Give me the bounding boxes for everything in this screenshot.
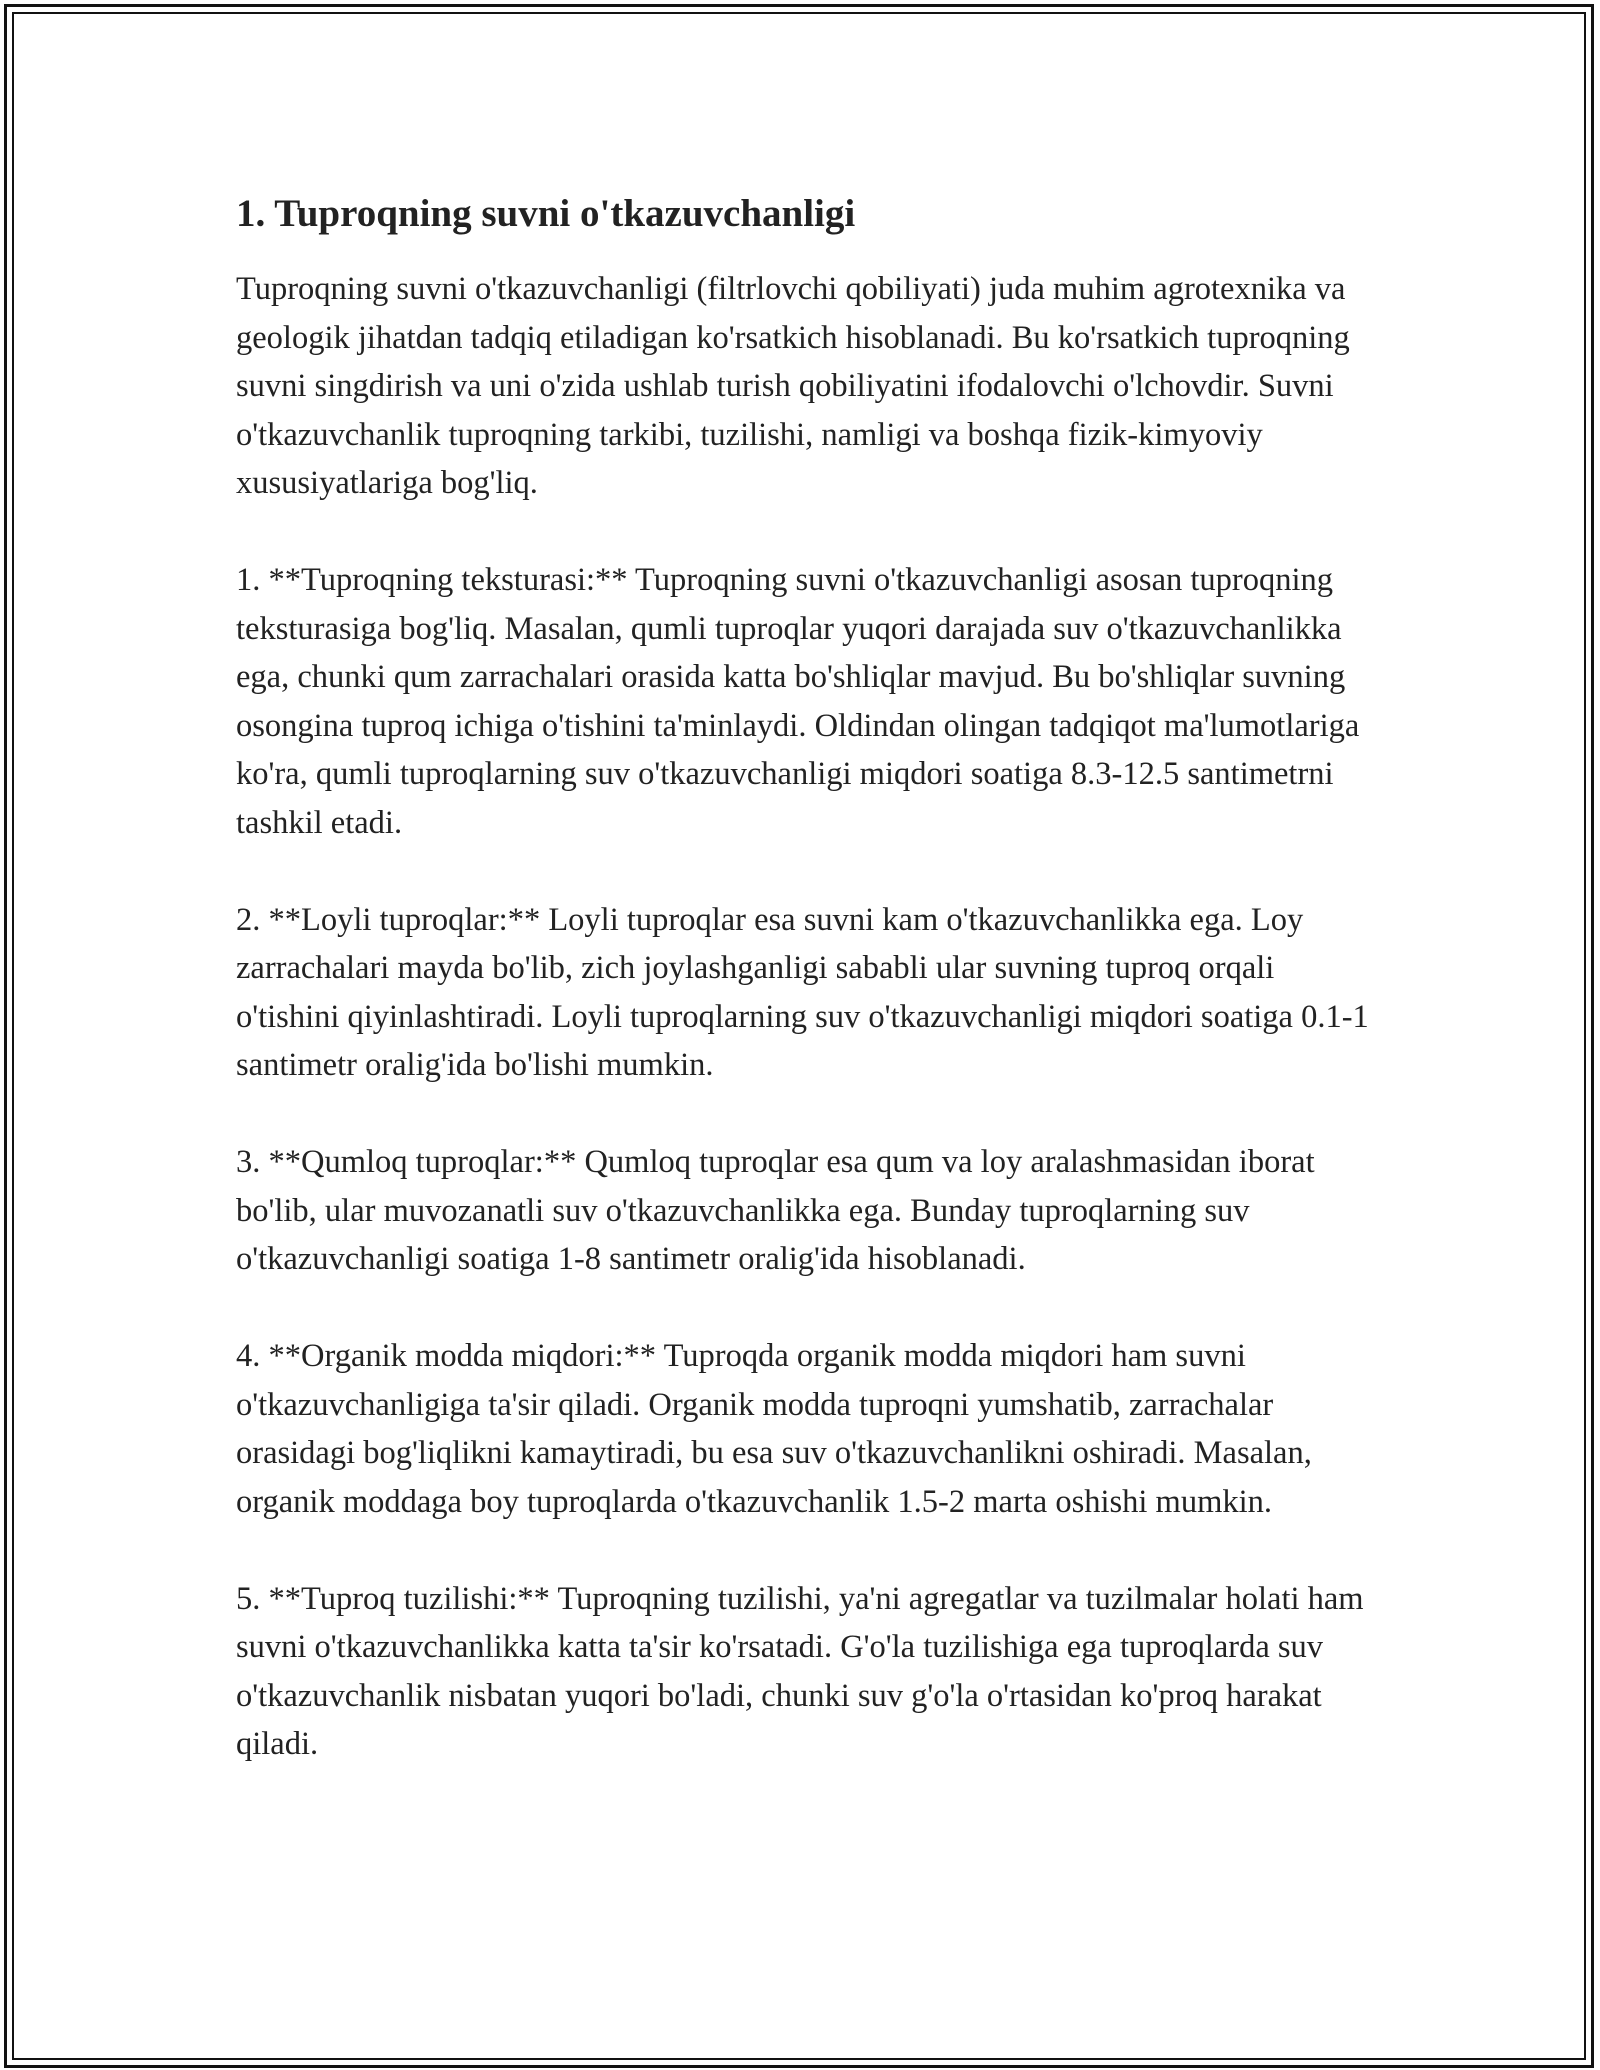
intro-paragraph: Tuproqning suvni o'tkazuvchanligi (filtrlovchi qobiliyati) juda muhim agrotexnika va geologik jihatdan tadqiq etiladigan ko'rsatkich hisoblanadi. Bu ko'rsatkich tuproqning suvni singdirish va uni o'zida ushlab turish qobiliyatini ifodalovchi o'lchovdir. Suvni o'tkazuvchanlik tuproqning tarkibi, tuzilishi, namligi va boshqa fizik-kimyoviy xususiyatlariga bog'liq. [236,271,1350,501]
document-body [236,186,1376,1817]
paragraph-loam-soils: 3. **Qumloq tuproqlar:** Qumloq tuproqlar esa qum va loy aralashmasidan iborat bo'lib, ular muvozanatli suv o'tkazuvchanlikka ega. Bunday tuproqlarning suv o'tkazuvchanligi soatiga 1-8 santimetr oralig'ida hisoblanadi. [236,1144,1315,1277]
paragraph-texture: 1. **Tuproqning teksturasi:** Tuproqning suvni o'tkazuvchanligi asosan tuproqning teksturasiga bog'liq. Masalan, qumli tuproqlar yuqori darajada suv o'tkazuvchanlikka ega, chunki qum zarrachalari orasida katta bo'shliqlar mavjud. Bu bo'shliqlar suvning osongina tuproq ichiga o'tishini ta'minlaydi. Oldindan olingan tadqiqot ma'lumotlariga ko'ra, qumli tuproqlarning suv o'tkazuvchanligi miqdori soatiga 8.3-12.5 santimetrni tashkil etadi. [236,562,1360,841]
paragraph-organic-matter: 4. **Organik modda miqdori:** Tuproqda organik modda miqdori ham suvni o'tkazuvchanligiga ta'sir qiladi. Organik modda tuproqni yumshatib, zarrachalar orasidagi bog'liqlikni kamaytiradi, bu esa suv o'tkazuvchanlikni oshiradi. Masalan, organik moddaga boy tuproqlarda o'tkazuvchanlik 1.5-2 marta oshishi mumkin. [236,1338,1312,1520]
paragraph-clay-soils: 2. **Loyli tuproqlar:** Loyli tuproqlar esa suvni kam o'tkazuvchanlikka ega. Loy zarrachalari mayda bo'lib, zich joylashganligi sababli ular suvning tuproq orqali o'tishini qiyinlashtiradi. Loyli tuproqlarning suv o'tkazuvchanligi miqdori soatiga 0.1-1 santimetr oralig'ida bo'lishi mumkin. [236,901,1369,1083]
section-heading: 1. Tuproqning suvni o'tkazuvchanligi [236,192,856,235]
paragraph-soil-structure: 5. **Tuproq tuzilishi:** Tuproqning tuzilishi, ya'ni agregatlar va tuzilmalar holati ham suvni o'tkazuvchanlikka katta ta'sir ko'rsatadi. G'o'la tuzilishiga ega tuproqlarda suv o'tkazuvchanlik nisbatan yuqori bo'ladi, chunki suv g'o'la o'rtasidan ko'proq harakat qiladi. [236,1580,1364,1762]
